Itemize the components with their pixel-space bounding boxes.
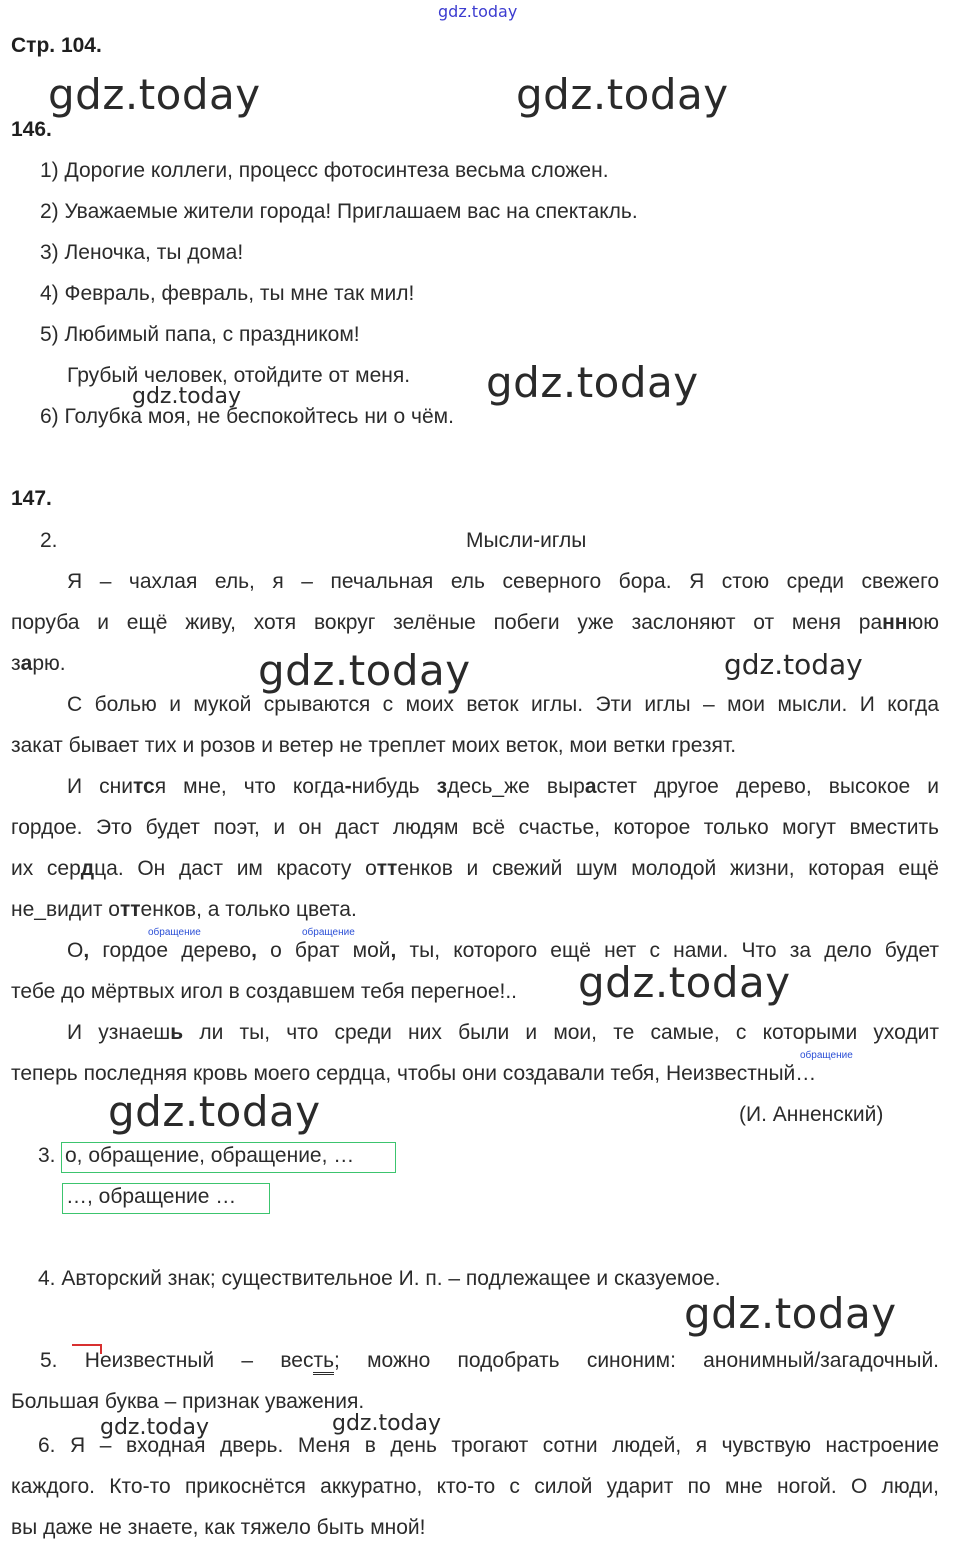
note-address-3: обращение [800, 1050, 853, 1061]
ex147-item2-label: 2. [40, 529, 58, 552]
p5-line-1: И узнаешь ли ты, что среди них были и мои, те самые, с которыми уходит [67, 1021, 940, 1044]
watermark: gdz.today [684, 1289, 897, 1338]
item6-line-2: каждого. Кто-то прикоснётся аккуратно, кто-то с силой ударит по мне ногой. О люди, [11, 1475, 939, 1498]
p1-line-3: зарю. [11, 652, 66, 675]
watermark: gdz.today [100, 1415, 210, 1440]
watermark: gdz.today [132, 384, 242, 409]
p1-line-1: Я – чахлая ель, я – печальная ель северного бора. Я стою среди свежего [67, 570, 939, 593]
author-signature: (И. Анненский) [739, 1103, 884, 1126]
p3-line-1: И снится мне, что когда-нибудь здесь_же вырастет другое дерево, высокое и [67, 775, 940, 798]
p4-line-1: О, гордое дерево, о брат мой, ты, которого ещё нет с нами. Что за дело будет [67, 939, 940, 962]
p3-line-4: не_видит оттенков, а только цвета. [11, 898, 357, 921]
ex146-line-5b: Грубый человек, отойдите от меня. [67, 364, 411, 387]
item6-line-1: 6. Я – входная дверь. Меня в день трогают сотни людей, я чувствую настроение [38, 1434, 939, 1457]
watermark: gdz.today [258, 646, 471, 695]
watermark: gdz.today [724, 648, 863, 681]
text-title: Мысли-иглы [466, 529, 587, 552]
ex146-line-1: 1) Дорогие коллеги, процесс фотосинтеза весьма сложен. [40, 159, 609, 182]
ex146-line-3: 3) Леночка, ты дома! [40, 241, 244, 264]
ex146-line-5: 5) Любимый папа, с праздником! [40, 323, 360, 346]
p3-line-3: их сердца. Он даст им красоту оттенков и свежий шум молодой жизни, которая ещё [11, 857, 939, 880]
item5-line-1: 5. Неизвестный – весть; можно подобрать синоним: анонимный/загадочный. [40, 1348, 939, 1374]
header-watermark: gdz.today [438, 2, 518, 21]
watermark: gdz.today [48, 70, 261, 119]
item4: 4. Авторский знак; существительное И. п. – подлежащее и сказуемое. [38, 1267, 721, 1290]
ex146-line-4: 4) Февраль, февраль, ты мне так мил! [40, 282, 415, 305]
item3-label: 3. [38, 1144, 56, 1167]
ex146-number: 146. [11, 118, 52, 141]
note-address-2: обращение [302, 927, 355, 938]
p2-line-1: С болью и мукой срываются с моих веток иглы. Эти иглы – мои мысли. И когда [67, 693, 939, 716]
p2-line-2: закат бывает тих и розов и ветер не треплет моих веток, мои ветки грезят. [11, 734, 737, 757]
item5-line-2: Большая буква – признак уважения. [11, 1390, 365, 1413]
watermark: gdz.today [486, 358, 699, 407]
ex146-line-6: 6) Голубка моя, не беспокойтесь ни о чём. [40, 405, 454, 428]
p4-line-2: тебе до мёртвых игол в создавшем тебя перегное!.. [11, 980, 518, 1003]
scheme-2: …, обращение … [66, 1185, 237, 1208]
item6-line-3: вы даже не знаете, как тяжело быть мной! [11, 1516, 426, 1539]
watermark: gdz.today [578, 958, 791, 1007]
p3-line-2: гордое. Это будет поэт, и он даст людям всё счастье, которое только могут вместить [11, 816, 939, 839]
p5-line-2: теперь последняя кровь моего сердца, чтобы они создавали тебя, Неизвестный… [11, 1062, 817, 1085]
note-address-1: обращение [148, 927, 201, 938]
ex147-number: 147. [11, 487, 52, 510]
watermark: gdz.today [516, 70, 729, 119]
scheme-1: о, обращение, обращение, … [65, 1144, 355, 1167]
watermark: gdz.today [332, 1411, 442, 1436]
ex146-line-2: 2) Уважаемые жители города! Приглашаем вас на спектакль. [40, 200, 638, 223]
watermark: gdz.today [108, 1087, 321, 1136]
p1-line-2: поруба и ещё живу, хотя вокруг зелёные побеги уже заслоняют от меня раннюю [11, 611, 939, 634]
page-label: Стр. 104. [11, 34, 102, 57]
